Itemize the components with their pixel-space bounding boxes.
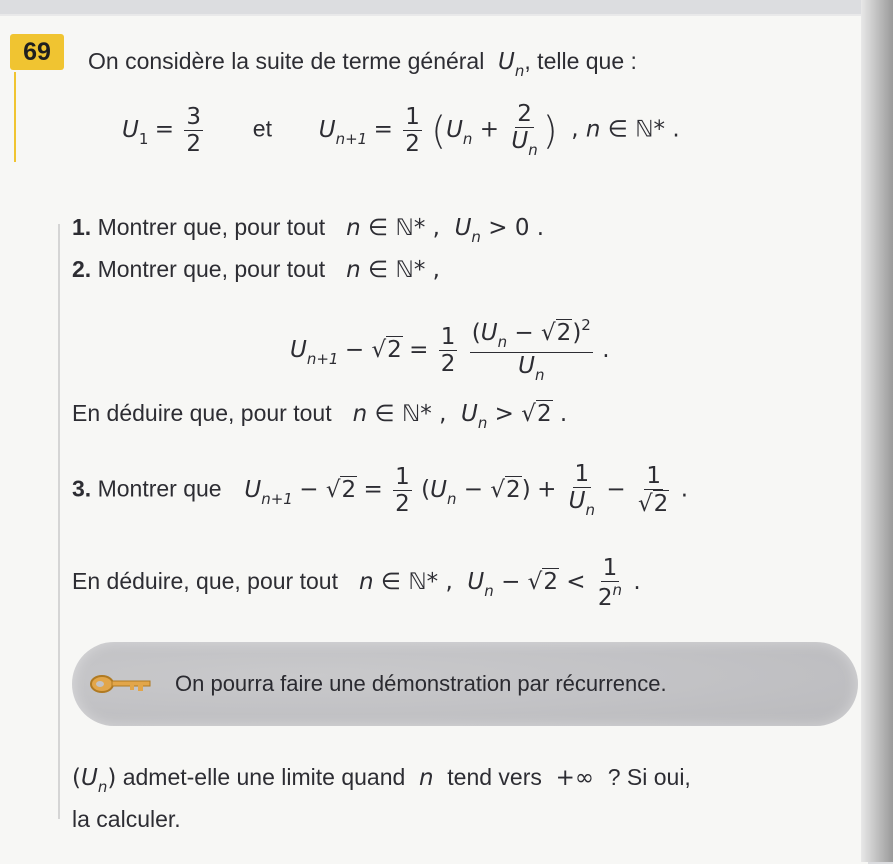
hint-text: On pourra faire une démonstration par récurrence. xyxy=(175,671,667,696)
question-3-deduce: En déduire, que, pour tout n ∈ ℕ* , $U_n - √2$ < $\frac{1}{2^n}$ . xyxy=(72,555,641,612)
question-2-deduce: En déduire que, pour tout n ∈ ℕ* , $U_n > √2$ . xyxy=(72,400,568,432)
badge-rule xyxy=(14,72,16,162)
margin-rule xyxy=(58,224,60,819)
question-2-formula: $U_{n+1} - √2$ = $\frac{1}{2}$ $\frac{(U_n - √2)^2}{U_n}$ . xyxy=(290,316,610,384)
final-question-line2: la calculer. xyxy=(72,806,181,832)
page-edge-shadow xyxy=(861,0,893,862)
question-2: 2. Montrer que, pour tout n ∈ ℕ* , xyxy=(72,256,440,283)
key-icon xyxy=(88,674,152,694)
sequence-definition: $U_1$ = $\frac{3}{2}$ et $U_{n+1}$ = $\frac{1}{2}$ ($U_n$ + $\frac{2}{U_n}$ ) , n ∈ ℕ* . xyxy=(122,101,680,160)
final-question: $(U_n)$ admet-elle une limite quand n tend vers +∞ ? Si oui, xyxy=(72,764,691,796)
intro-line: On considère la suite de terme général $U_n$, telle que : xyxy=(88,48,637,80)
exercise-number-badge: 69 xyxy=(10,34,64,70)
question-1: 1. Montrer que, pour tout n ∈ ℕ* , $U_n > 0$ . xyxy=(72,214,545,246)
question-3: 3. Montrer que $U_{n+1} - √2$ = $\frac{1}{2}$ $(U_n - √2)$ + $\frac{1}{U_n}$ − $\frac{1}{√2}$ . xyxy=(72,461,688,520)
